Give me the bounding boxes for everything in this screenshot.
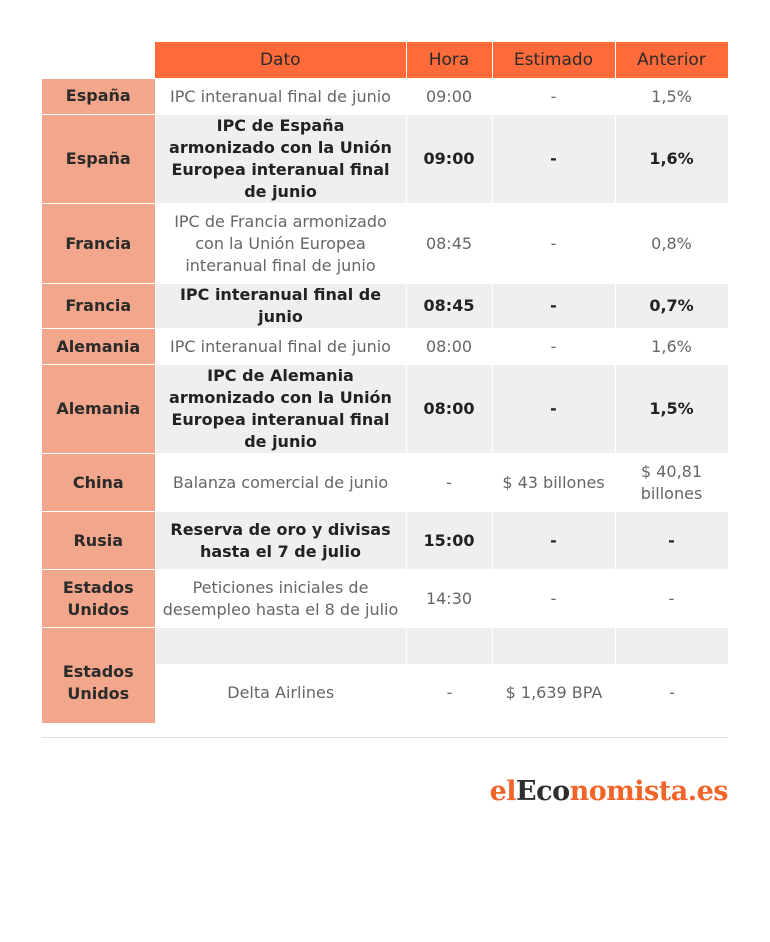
table-row: [42, 628, 728, 724]
country-cell: Estados Unidos: [42, 570, 155, 628]
country-cell: China: [42, 454, 155, 512]
anterior-cell: 0,8%: [615, 204, 728, 284]
country-cell: Alemania: [42, 329, 155, 365]
hora-cell: 09:00: [406, 79, 492, 115]
estimado-cell: -: [492, 79, 615, 115]
dato-cell: IPC interanual final de junio: [155, 79, 406, 115]
country-cell: Francia: [42, 284, 155, 329]
eleconomista-logo[interactable]: [490, 776, 728, 807]
table-row: [42, 570, 728, 628]
header-blank-cell: [42, 42, 155, 79]
anterior-cell: 0,7%: [615, 284, 728, 329]
table-row: [42, 454, 728, 512]
estimado-cell: $ 43 billones: [492, 454, 615, 512]
anterior-cell: 1,5%: [615, 365, 728, 454]
empty-cell: [407, 628, 493, 664]
header-estimado: Estimado: [492, 42, 615, 79]
country-cell: España: [42, 115, 155, 204]
table-row: [42, 204, 728, 284]
estimado-cell: -: [492, 365, 615, 454]
estimado-cell: $ 1,639 BPA: [493, 664, 616, 722]
empty-cell: [616, 628, 729, 664]
logo-part-nomista: nomista.es: [569, 776, 728, 807]
country-cell: Estados Unidos: [42, 628, 155, 724]
dato-cell: IPC de Francia armonizado con la Unión Europea interanual final de junio: [155, 204, 406, 284]
country-cell: España: [42, 79, 155, 115]
empty-cell: [156, 628, 407, 664]
anterior-cell: $ 40,81 billones: [615, 454, 728, 512]
anterior-cell: 1,5%: [615, 79, 728, 115]
country-cell: Alemania: [42, 365, 155, 454]
logo-part-eco: Eco: [516, 776, 570, 807]
country-cell: Francia: [42, 204, 155, 284]
agenda-table-container: [42, 42, 728, 724]
country-cell: Rusia: [42, 512, 155, 570]
table-header-row: [42, 42, 728, 79]
dato-cell: IPC interanual final de junio: [155, 329, 406, 365]
hora-cell: 08:00: [406, 365, 492, 454]
anterior-cell: -: [616, 664, 729, 722]
empty-spacer-row: [156, 628, 729, 664]
dato-cell: Reserva de oro y divisas hasta el 7 de julio: [155, 512, 406, 570]
anterior-cell: -: [615, 512, 728, 570]
empty-cell: [493, 628, 616, 664]
dato-cell: IPC interanual final de junio: [155, 284, 406, 329]
dato-cell: Delta Airlines: [156, 664, 407, 722]
table-row: [42, 115, 728, 204]
economic-agenda-table: [42, 42, 729, 724]
delta-data-row: [156, 664, 729, 722]
hora-cell: -: [406, 454, 492, 512]
anterior-cell: 1,6%: [615, 329, 728, 365]
dato-cell: Balanza comercial de junio: [155, 454, 406, 512]
hora-cell: 08:45: [406, 204, 492, 284]
estimado-cell: -: [492, 115, 615, 204]
dato-cell: Peticiones iniciales de desempleo hasta el 8 de julio: [155, 570, 406, 628]
header-anterior: Anterior: [615, 42, 728, 79]
anterior-cell: 1,6%: [615, 115, 728, 204]
estimado-cell: -: [492, 329, 615, 365]
hora-cell: -: [407, 664, 493, 722]
table-row: [42, 365, 728, 454]
hora-cell: 08:00: [406, 329, 492, 365]
estimado-cell: -: [492, 512, 615, 570]
hora-cell: 15:00: [406, 512, 492, 570]
table-row: [42, 79, 728, 115]
logo-part-el: el: [489, 776, 517, 807]
table-row: [42, 512, 728, 570]
dato-cell: IPC de Alemania armonizado con la Unión Europea interanual final de junio: [155, 365, 406, 454]
anterior-cell: -: [615, 570, 728, 628]
header-hora: Hora: [406, 42, 492, 79]
footer-divider: [42, 737, 728, 738]
estimado-cell: -: [492, 570, 615, 628]
table-row: [42, 329, 728, 365]
hora-cell: 14:30: [406, 570, 492, 628]
hora-cell: 08:45: [406, 284, 492, 329]
delta-row-cells: [155, 628, 728, 724]
dato-cell: IPC de España armonizado con la Unión Europea interanual final de junio: [155, 115, 406, 204]
table-row: [42, 284, 728, 329]
estimado-cell: -: [492, 284, 615, 329]
estimado-cell: -: [492, 204, 615, 284]
delta-subtable: [156, 628, 730, 723]
header-dato: Dato: [155, 42, 406, 79]
hora-cell: 09:00: [406, 115, 492, 204]
